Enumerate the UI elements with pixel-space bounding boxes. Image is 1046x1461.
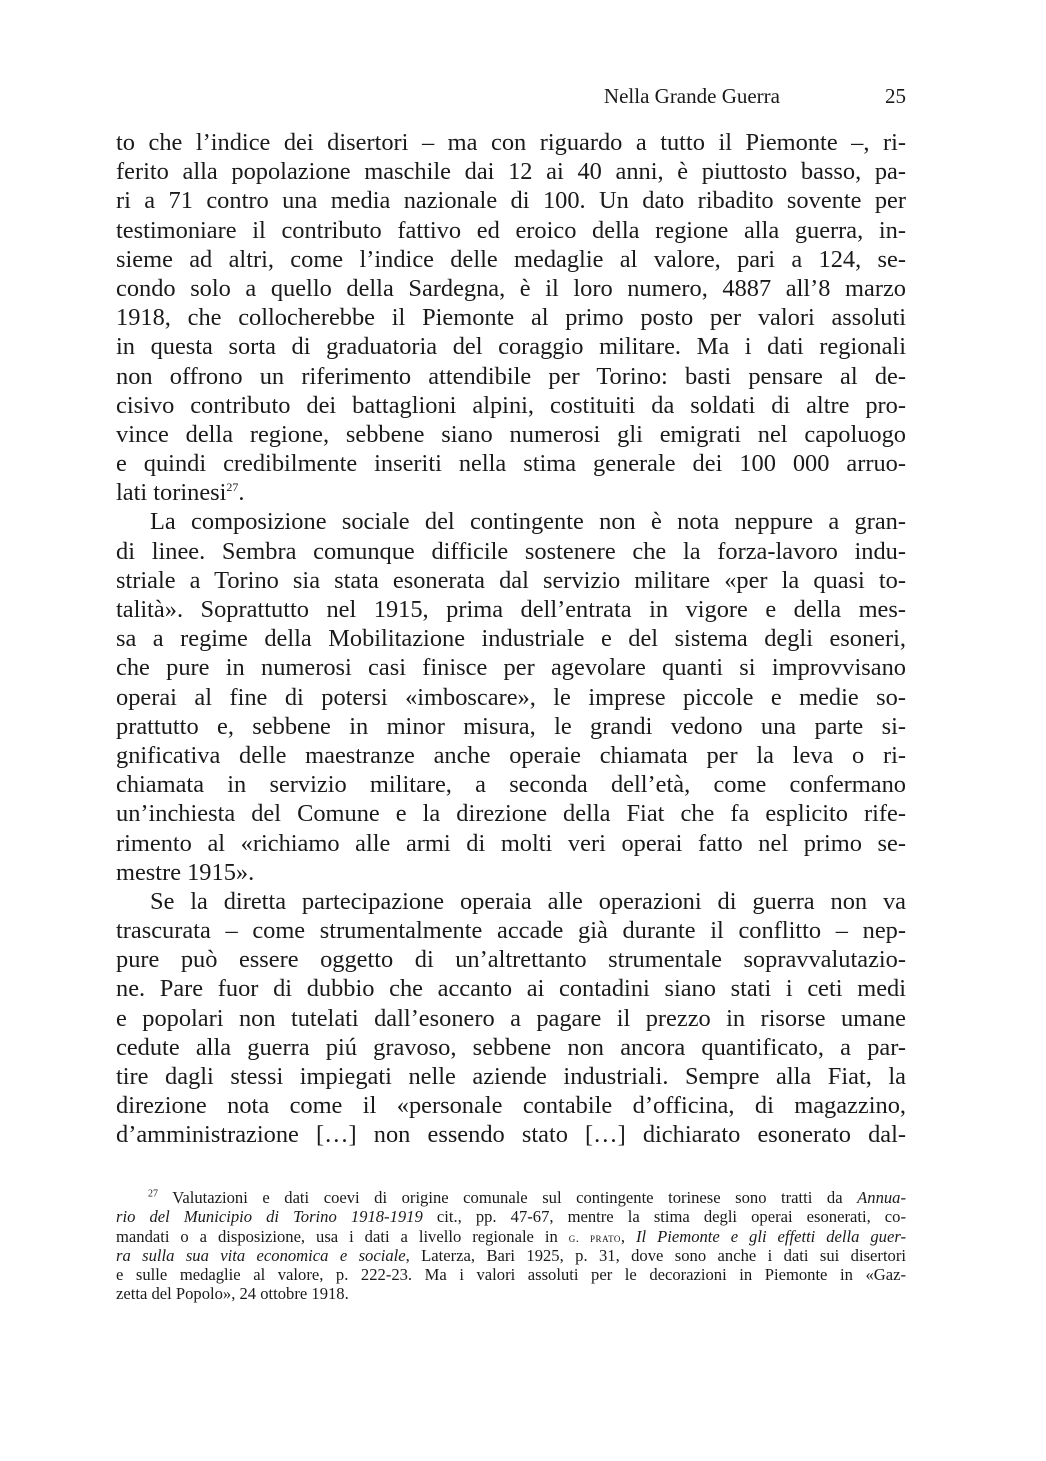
text-line: pure può essere oggetto di un’altrettanto strumentale sopravvalutazio- xyxy=(116,946,906,974)
text-line: tire dagli stessi impiegati nelle aziende industriali. Sempre alla Fiat, la xyxy=(116,1063,906,1090)
text-line: chiamata in servizio militare, a seconda dell’età, come confermano xyxy=(116,771,906,799)
text-line: cedute alla guerra piú gravoso, sebbene non ancora quantificato, a par- xyxy=(116,1033,906,1061)
text-line: La composizione sociale del contingente non è nota neppure a gran- xyxy=(150,508,906,536)
text-fragment: , Laterza, Bari 1925, p. 31, dove sono anche i dati sui disertori xyxy=(405,1245,906,1265)
italic-fragment: ra sulla sua vita economica e sociale xyxy=(116,1245,406,1265)
text-line: direzione nota come il «personale contabile d’officina, di magazzino, xyxy=(116,1092,906,1120)
text-line xyxy=(116,478,906,507)
text-line: sa a regime della Mobilitazione industriale e del sistema degli esoneri, xyxy=(116,625,906,653)
footnote-line xyxy=(116,1246,906,1265)
paragraph-2 xyxy=(116,507,906,886)
text-line: prattutto e, sebbene in minor misura, le grandi vedono una parte si- xyxy=(116,712,906,740)
text-fragment: mandati o a disposizione, usa i dati a livello regionale in xyxy=(116,1226,569,1246)
text-line: trascurata – come strumentalmente accade già durante il conflitto – nep- xyxy=(116,917,906,945)
footnote-line: e sulle medaglie al valore, p. 222-23. Ma i valori assoluti per le decorazioni in Piemonte in «Gaz- xyxy=(116,1265,906,1285)
text-fragment: Valutazioni e dati coevi di origine comunale sul contingente torinese sono tratti da xyxy=(172,1188,858,1207)
text-line: d’amministrazione […] non essendo stato […] dichiarato esonerato dal- xyxy=(116,1121,906,1149)
text-line: 1918, che collocherebbe il Piemonte al primo posto per valori assoluti xyxy=(116,304,906,332)
text-line: e popolari non tutelati dall’esonero a pagare il prezzo in risorse umane xyxy=(116,1004,906,1032)
text-fragment: lati torinesi xyxy=(116,479,227,507)
text-line: talità». Soprattutto nel 1915, prima dell’entrata in vigore e della mes- xyxy=(116,596,906,623)
page-number: 25 xyxy=(885,84,906,108)
text-fragment: . xyxy=(238,479,245,507)
text-fragment: cit., pp. 47-67, mentre la stima degli operai esonerati, co- xyxy=(422,1207,906,1227)
text-line: cisivo contributo dei battaglioni alpini, costituiti da soldati di altre pro- xyxy=(116,391,906,419)
footnote-line xyxy=(116,1207,906,1226)
text-line: ferito alla popolazione maschile dai 12 ai 40 anni, è piuttosto basso, pa- xyxy=(116,158,906,186)
text-line: striale a Torino sia stata esonerata dal servizio militare «per la quasi to- xyxy=(116,566,906,594)
body-text xyxy=(116,128,906,1150)
text-line: vince della regione, sebbene siano numerosi gli emigrati nel capoluogo xyxy=(116,420,906,448)
text-fragment: , xyxy=(620,1226,637,1246)
running-header xyxy=(116,84,906,114)
text-line: ri a 71 contro una media nazionale di 100. Un dato ribadito sovente per xyxy=(116,187,906,215)
text-line: di linee. Sembra comunque difficile sostenere che la forza-lavoro indu- xyxy=(116,537,906,565)
footnote-line xyxy=(116,1227,906,1246)
text-line: gnificativa delle maestranze anche operaie chiamata per la leva o ri- xyxy=(116,741,906,769)
footnote-line xyxy=(116,1188,906,1207)
footnote-line: zetta del Popolo», 24 ottobre 1918. xyxy=(116,1284,349,1304)
text-line: che pure in numerosi casi finisce per agevolare quanti si improvvisano xyxy=(116,654,906,682)
running-title: Nella Grande Guerra xyxy=(603,84,780,108)
text-line: rimento al «richiamo alle armi di molti veri operai fatto nel primo se- xyxy=(116,829,906,857)
footnote-reference: 27 xyxy=(226,480,239,495)
text-line: Se la diretta partecipazione operaia alle operazioni di guerra non va xyxy=(150,887,906,915)
italic-fragment: Annua- xyxy=(857,1188,906,1207)
paragraph-1 xyxy=(116,128,906,507)
footnote-27 xyxy=(116,1188,906,1304)
text-line: condo solo a quello della Sardegna, è il loro numero, 4887 all’8 marzo xyxy=(116,274,906,302)
text-line: non offrono un riferimento attendibile per Torino: basti pensare al de- xyxy=(116,362,906,390)
paragraph-3 xyxy=(116,887,906,1150)
text-line: to che l’indice dei disertori – ma con riguardo a tutto il Piemonte –, ri- xyxy=(116,129,906,156)
text-line: sieme ad altri, come l’indice delle medaglie al valore, pari a 124, se- xyxy=(116,245,906,273)
footnote-mark: 27 xyxy=(148,1188,158,1200)
italic-fragment: rio del Municipio di Torino 1918-1919 xyxy=(116,1207,423,1227)
text-line: ne. Pare fuor di dubbio che accanto ai contadini siano stati i ceti medi xyxy=(116,975,906,1003)
text-line: e quindi credibilmente inseriti nella stima generale dei 100 000 arruo- xyxy=(116,450,906,478)
text-line: un’inchiesta del Comune e la direzione della Fiat che fa esplicito rife- xyxy=(116,800,906,828)
text-line: operai al fine di potersi «imboscare», le imprese piccole e medie so- xyxy=(116,683,906,711)
text-line: mestre 1915». xyxy=(116,858,255,886)
text-line: in questa sorta di graduatoria del coraggio militare. Ma i dati regionali xyxy=(116,333,906,361)
italic-fragment: Il Piemonte e gli effetti della guer- xyxy=(636,1226,906,1246)
author-name: g. prato xyxy=(568,1229,621,1245)
text-line: testimoniare il contributo fattivo ed eroico della regione alla guerra, in- xyxy=(116,216,906,244)
